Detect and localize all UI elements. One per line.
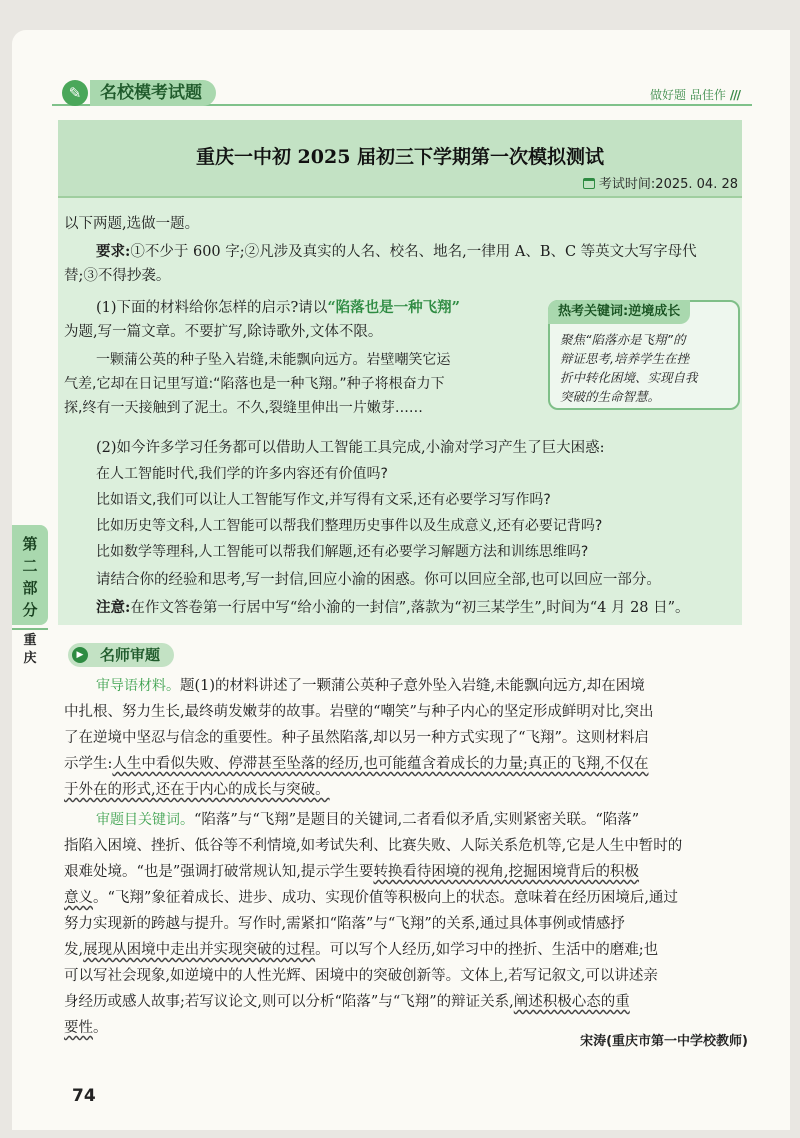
exam-date bbox=[583, 173, 738, 192]
slogan-text: 做好题 品佳作 bbox=[650, 88, 726, 102]
review-1-highlight-end: 于外在的形式,还在于内心的成长与突破。 bbox=[64, 782, 330, 798]
side-region-label bbox=[12, 632, 48, 668]
q1-title: “陷落也是一种飞翔” bbox=[327, 299, 460, 316]
hot-keyword-line: 聚焦“陷落亦是飞翔”的 bbox=[560, 332, 686, 347]
header-slogan bbox=[650, 86, 740, 103]
review-2-highlight-9: 要性 bbox=[64, 1020, 93, 1036]
review-2-end: 。 bbox=[93, 1020, 108, 1036]
review-2-text-4: 。“飞翔”象征着成长、进步、成功、实现价值等积极向上的状态。意味着在经历困境后,通过 bbox=[93, 890, 678, 906]
review-2-line-8 bbox=[64, 990, 630, 1014]
review-2-line-4 bbox=[64, 886, 678, 910]
note-text: 在作文答卷第一行居中写“给小渝的一封信”,落款为“初三某学生”,时间为“4 月 28 日”。 bbox=[130, 600, 690, 616]
review-1-lead: 示学生: bbox=[64, 756, 113, 772]
author-credit: 宋涛(重庆市第一中学校教师) bbox=[580, 1034, 748, 1049]
review-2-highlight: 转换看待困境的视角,挖掘困境背后的积极 bbox=[373, 864, 640, 880]
teacher-review-tab: 名师审题 bbox=[68, 643, 174, 667]
side-region-text: 重庆 bbox=[23, 633, 37, 666]
question-1-line-2: 为题,写一篇文章。不要扩写,除诗歌外,文体不限。 bbox=[64, 324, 383, 340]
hot-keyword-box bbox=[548, 300, 740, 410]
question-2-line-4: 比如历史等文科,人工智能可以帮我们整理历史事件以及生成意义,还有必要记背吗? bbox=[96, 518, 603, 534]
question-1-line-1 bbox=[96, 296, 460, 320]
slogan-mark: /// bbox=[729, 88, 740, 102]
review-1-highlight: 人生中看似失败、停滞甚至坠落的经历,也可能蕴含着成长的力量;真正的飞翔,不仅在 bbox=[112, 756, 649, 772]
review-2-line-6 bbox=[64, 938, 658, 962]
review-2-lead-6: 发, bbox=[64, 942, 84, 958]
review-2-text: “陷落”与“飞翔”是题目的关键词,二者看似矛盾,实则紧密关联。“陷落” bbox=[194, 812, 640, 828]
review-2-line-3 bbox=[64, 860, 639, 884]
requirements-line-2: 替;③不得抄袭。 bbox=[64, 268, 171, 284]
question-2-line-3: 比如语文,我们可以让人工智能写作文,并写得有文采,还有必要学习写作吗? bbox=[96, 492, 551, 508]
hot-keyword-line: 突破的生命智慧。 bbox=[560, 389, 661, 404]
requirements-line-1 bbox=[96, 240, 697, 264]
question-2-line-2: 在人工智能时代,我们学的许多内容还有价值吗? bbox=[96, 466, 388, 482]
question-2-line-6: 请结合你的经验和思考,写一封信,回应小渝的困惑。你可以回应全部,也可以回应一部分。 bbox=[96, 572, 661, 588]
exam-title: 重庆一中初 2025 届初三下学期第一次模拟测试 bbox=[195, 146, 605, 168]
side-part-tab bbox=[12, 525, 48, 625]
review-2-line-9 bbox=[64, 1016, 108, 1040]
review-2-highlight-6: 展现从困境中走出并实现突破的过程 bbox=[83, 942, 316, 958]
material-1-line-3: 探,终有一天接触到了泥土。不久,裂缝里伸出一片嫩芽…… bbox=[64, 400, 423, 416]
play-icon: ▶ bbox=[72, 647, 88, 663]
side-part-label: 第二部分 bbox=[22, 535, 38, 619]
section-title: 名校模考试题 bbox=[90, 80, 216, 106]
review-1-line-3: 了在逆境中坚忍与信念的重要性。种子虽然陷落,却以另一种方式实现了“飞翔”。这则材料启 bbox=[64, 730, 649, 746]
pen-icon: ✎ bbox=[62, 80, 88, 106]
review-2-lead: 艰难处境。“也是”强调打破常规认知,提示学生要 bbox=[64, 864, 374, 880]
review-1-text: 题(1)的材料讲述了一颗蒲公英种子意外坠入岩缝,未能飘向远方,却在困境 bbox=[180, 678, 645, 694]
q1-prefix: (1)下面的材料给你怎样的启示?请以 bbox=[96, 300, 328, 316]
note-line bbox=[96, 596, 690, 620]
side-divider bbox=[12, 628, 48, 630]
review-2-tail-6: 。可以写个人经历,如学习中的挫折、生活中的磨难;也 bbox=[315, 942, 659, 958]
review-2-line-5: 努力实现新的跨越与提升。写作时,需紧扣“陷落”与“飞翔”的关系,通过具体事例或情感抒 bbox=[64, 916, 625, 932]
page-number: 74 bbox=[72, 1086, 96, 1106]
review-2-label: 审题目关键词。 bbox=[96, 812, 194, 828]
requirements-text-1: ①不少于 600 字;②凡涉及真实的人名、校名、地名,一律用 A、B、C 等英文大写字母代 bbox=[130, 244, 697, 260]
hot-keyword-title: 热考关键词:逆境成长 bbox=[548, 300, 690, 324]
review-1-line-2: 中扎根、努力生长,最终萌发嫩芽的故事。岩壁的“嘲笑”与种子内心的坚定形成鲜明对比,突出 bbox=[64, 704, 654, 720]
material-1-line-1: 一颗蒲公英的种子坠入岩缝,未能飘向远方。岩壁嘲笑它运 bbox=[96, 352, 451, 368]
hot-keyword-line: 折中转化困境、实现自我 bbox=[560, 370, 698, 385]
review-2-highlight-8: 阐述积极心态的重 bbox=[513, 994, 630, 1010]
question-2-line-5: 比如数学等理科,人工智能可以帮我们解题,还有必要学习解题方法和训练思维吗? bbox=[96, 544, 589, 560]
review-1-label: 审导语材料。 bbox=[96, 678, 180, 694]
review-1-line-5 bbox=[64, 778, 330, 802]
review-2-lead-8: 身经历或感人故事;若写议论文,则可以分析“陷落”与“飞翔”的辩证关系, bbox=[64, 994, 514, 1010]
note-label: 注意: bbox=[96, 599, 131, 616]
material-1-line-2: 气差,它却在日记里写道:“陷落也是一种飞翔。”种子将根奋力下 bbox=[64, 376, 445, 392]
review-2-highlight-end: 意义 bbox=[64, 890, 93, 906]
review-1-line-4 bbox=[64, 752, 649, 776]
requirements-label: 要求: bbox=[96, 243, 131, 260]
choose-line: 以下两题,选做一题。 bbox=[64, 216, 200, 232]
question-2-line-1: (2)如今许多学习任务都可以借助人工智能工具完成,小渝对学习产生了巨大困惑: bbox=[96, 440, 605, 456]
review-1-line-1 bbox=[96, 674, 645, 698]
calendar-icon bbox=[583, 178, 595, 189]
review-2-line-7: 可以写社会现象,如逆境中的人性光辉、困境中的突破创新等。文体上,若写记叙文,可以讲述亲 bbox=[64, 968, 658, 984]
review-2-line-1 bbox=[96, 808, 639, 832]
hot-keyword-body bbox=[560, 330, 732, 406]
hot-keyword-line: 辩证思考,培养学生在挫 bbox=[560, 351, 689, 366]
exam-date-text: 考试时间:2025. 04. 28 bbox=[598, 177, 738, 192]
review-2-line-2: 指陷入困境、挫折、低谷等不利情境,如考试失利、比赛失败、人际关系危机等,它是人生中暂时的 bbox=[64, 838, 683, 854]
exam-title-band bbox=[58, 120, 742, 198]
